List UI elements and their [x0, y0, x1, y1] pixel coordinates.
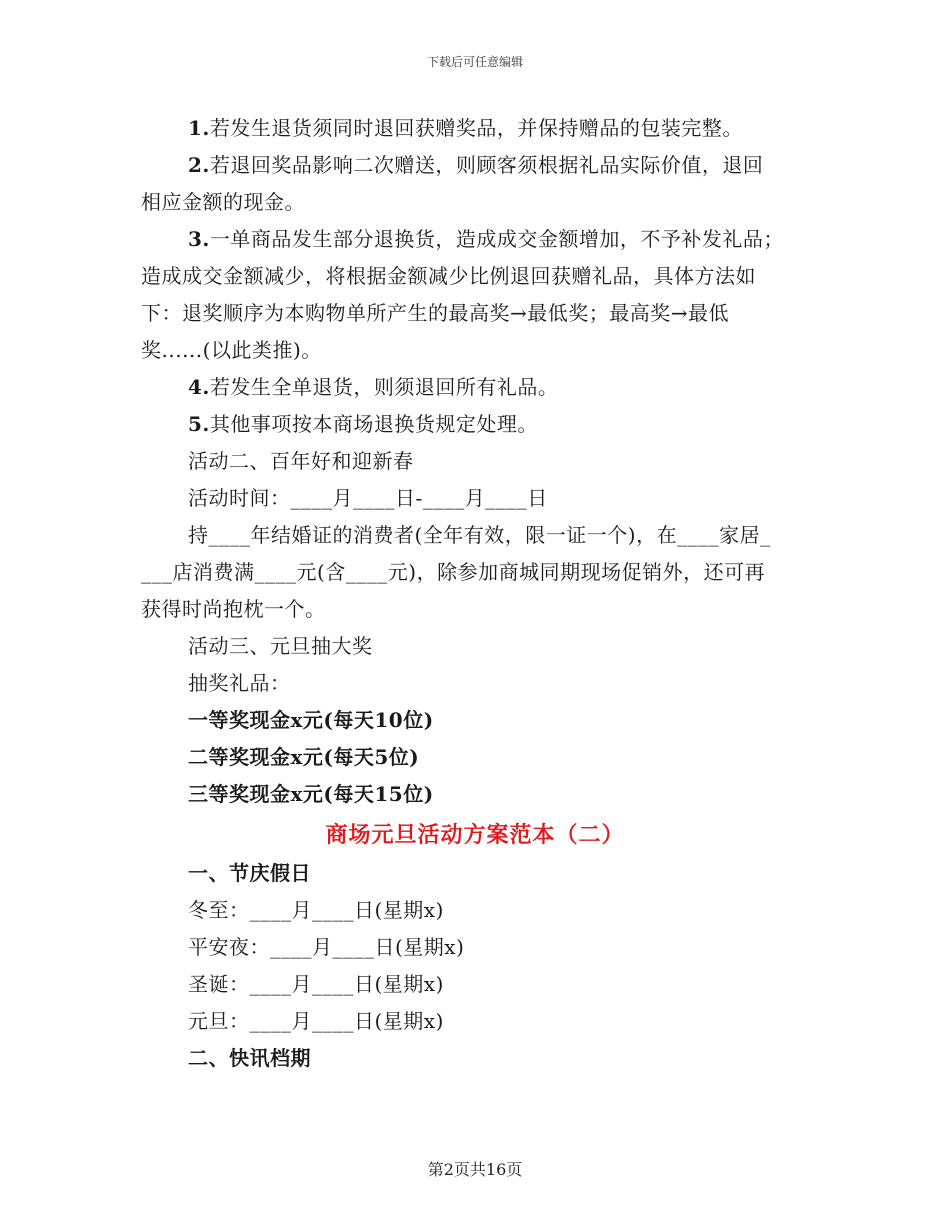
- item-number: 5.: [188, 412, 210, 436]
- section-title: 商场元旦活动方案范本（二）: [325, 822, 625, 848]
- list-item-5: [141, 406, 809, 443]
- prize-second: 二等奖现金x元(每天5位): [188, 745, 420, 769]
- holidays-heading: 一、节庆假日: [188, 861, 311, 885]
- list-item-2: [141, 147, 809, 184]
- item-number: 2.: [188, 153, 210, 177]
- list-item-4: [141, 369, 809, 406]
- holiday-row: 平安夜：____月____日(星期x): [188, 935, 465, 959]
- prize-first: 一等奖现金x元(每天10位): [188, 708, 434, 732]
- news-heading: 二、快讯档期: [188, 1046, 311, 1070]
- holiday-row: 冬至：____月____日(星期x): [188, 898, 444, 922]
- activity3-title: 活动三、元旦抽大奖: [188, 634, 373, 658]
- list-item-1: [141, 110, 809, 147]
- list-item-3-cont: 造成成交金额减少，将根据金额减少比例退回获赠礼品，具体方法如: [141, 264, 756, 288]
- activity2-desc-cont: ___店消费满____元(含____元)，除参加商城同期现场促销外，还可再: [141, 560, 766, 584]
- holiday-row: 圣诞：____月____日(星期x): [188, 972, 444, 996]
- activity2-title: 活动二、百年好和迎新春: [188, 449, 414, 473]
- list-item-3-cont: 下：退奖顺序为本购物单所产生的最高奖→最低奖；最高奖→最低: [141, 301, 730, 325]
- prizes-label: 抽奖礼品：: [188, 671, 291, 695]
- item-text: 若发生全单退货，则须退回所有礼品。: [209, 375, 559, 399]
- item-number: 3.: [188, 227, 210, 251]
- holiday-row: 元旦：____月____日(星期x): [188, 1009, 444, 1033]
- activity2-desc-cont: 获得时尚抱枕一个。: [141, 597, 326, 621]
- prize-third: 三等奖现金x元(每天15位): [188, 782, 434, 806]
- item-text: 一单商品发生部分退换货，造成成交金额增加，不予补发礼品；: [209, 227, 784, 251]
- item-number: 1.: [188, 116, 210, 140]
- item-number: 4.: [188, 375, 210, 399]
- activity2-time: 活动时间：____月____日-____月____日: [188, 486, 548, 510]
- list-item-3: [141, 221, 809, 258]
- list-item-3-cont: 奖......(以此类推)。: [141, 338, 322, 362]
- item-text: 其他事项按本商场退换货规定处理。: [209, 412, 538, 436]
- activity2-desc: 持____年结婚证的消费者(全年有效，限一证一个)，在____家居_: [188, 523, 771, 547]
- page-header: 下载后可任意编辑: [426, 55, 523, 69]
- list-item-2-cont: 相应金额的现金。: [141, 190, 305, 214]
- item-text: 若发生退货须同时退回获赠奖品，并保持赠品的包装完整。: [209, 116, 743, 140]
- item-text: 若退回奖品影响二次赠送，则顾客须根据礼品实际价值，退回: [209, 153, 764, 177]
- document-body: [141, 110, 809, 1077]
- page-footer: 第2页共16页: [427, 1160, 523, 1179]
